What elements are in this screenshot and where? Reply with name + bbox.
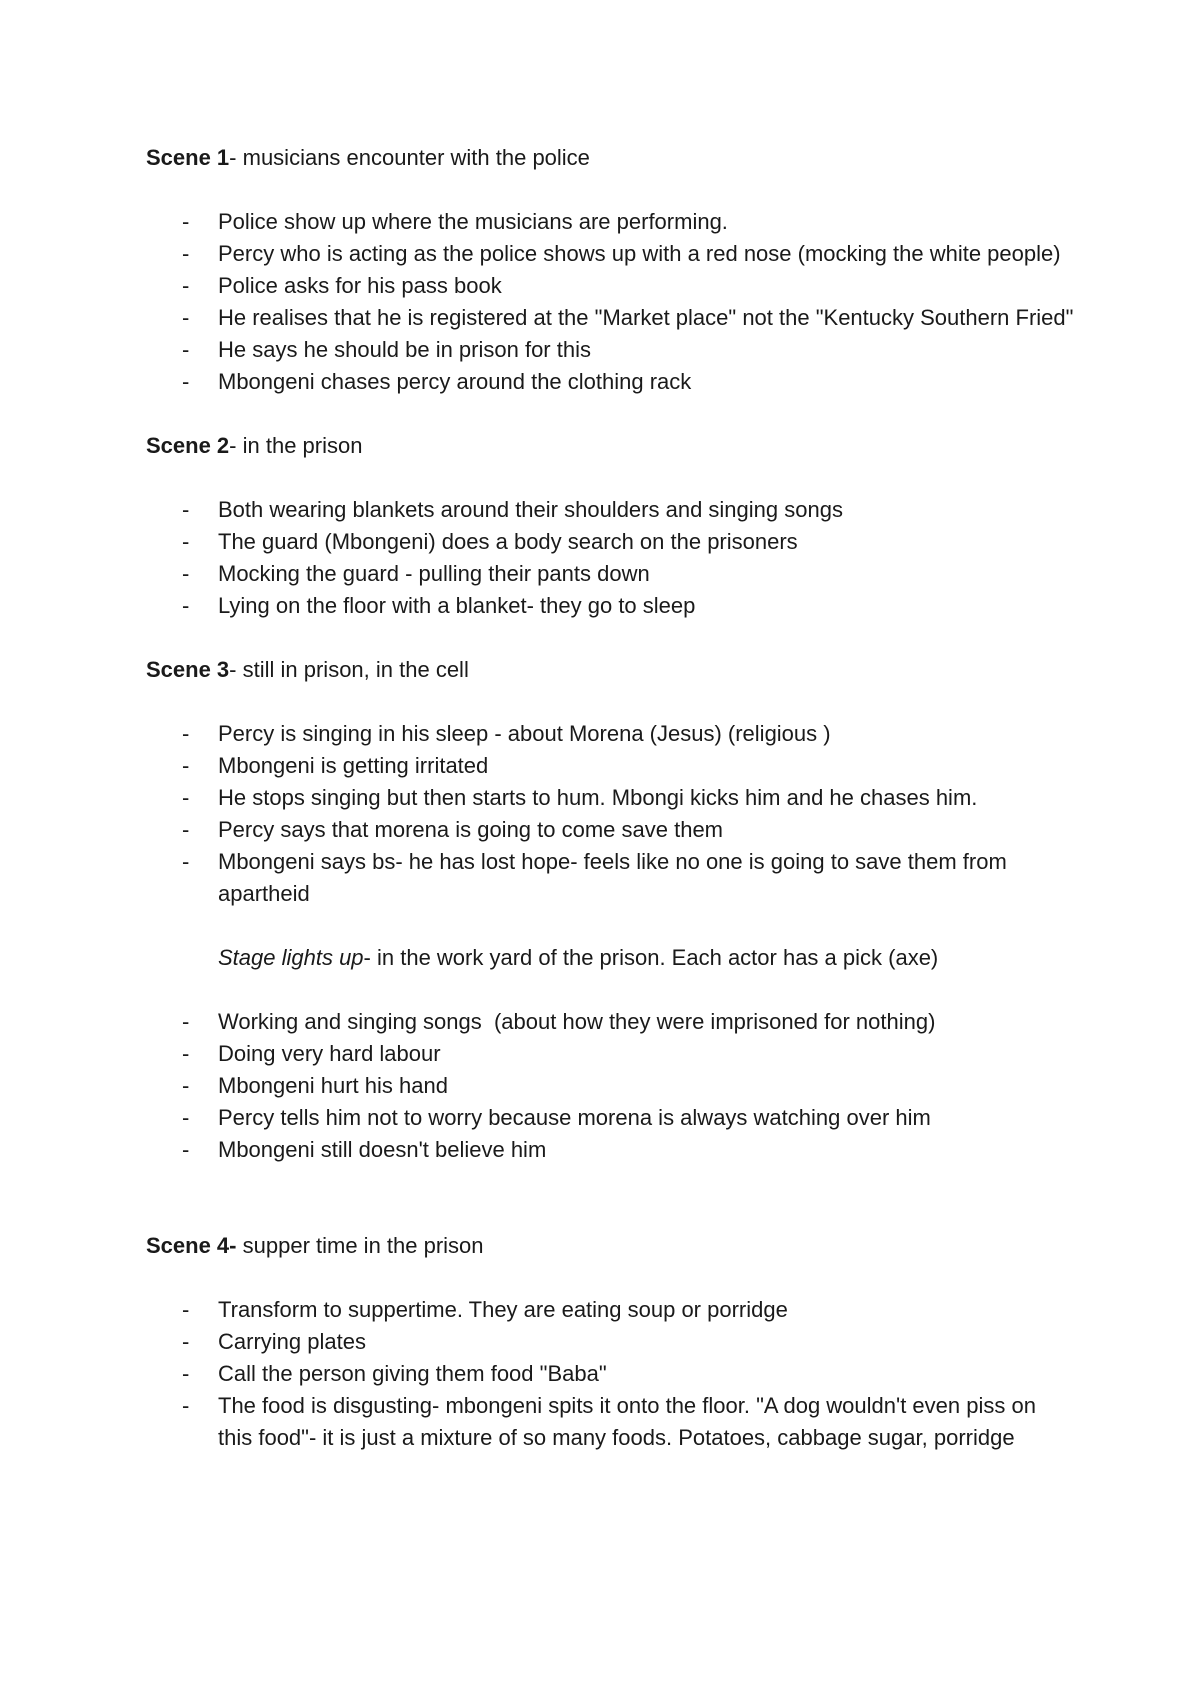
stage-direction-text: - in the work yard of the prison. Each actor has a pick (axe)	[363, 945, 939, 970]
bullet-dash: -	[182, 1137, 190, 1162]
bullet-dash: -	[182, 1297, 190, 1322]
bullet-dash: -	[182, 593, 190, 618]
list-item: - He realises that he is registered at the "Market place" not the "Kentucky Southern Fried"	[146, 302, 1076, 334]
list-item: - Percy who is acting as the police shows up with a red nose (mocking the white people)	[146, 238, 1076, 270]
scene-4-label: Scene 4-	[146, 1233, 237, 1258]
list-item: - Doing very hard labour	[146, 1038, 1076, 1070]
list-item: - Percy says that morena is going to come save them	[146, 814, 1076, 846]
list-item: - Mbongeni says bs- he has lost hope- feels like no one is going to save them from apartheid	[146, 846, 1076, 910]
scene-3-title: still in prison, in the cell	[242, 657, 469, 682]
list-item: - Transform to suppertime. They are eating soup or porridge	[146, 1294, 1076, 1326]
list-item: - Mbongeni chases percy around the clothing rack	[146, 366, 1076, 398]
scene-1-label: Scene 1	[146, 145, 230, 170]
document-page	[146, 142, 1076, 1454]
bullet-dash: -	[182, 817, 190, 842]
bullet-dash: -	[182, 1329, 190, 1354]
list-item: - Mocking the guard - pulling their pants down	[146, 558, 1076, 590]
bullet-dash: -	[182, 241, 190, 266]
scene-4-list	[146, 1294, 1076, 1454]
scene-2-separator: -	[229, 433, 243, 458]
bullet-dash: -	[182, 561, 190, 586]
scene-3-list-work-yard	[146, 1006, 1076, 1166]
list-item: - Lying on the floor with a blanket- they go to sleep	[146, 590, 1076, 622]
list-item: - Mbongeni hurt his hand	[146, 1070, 1076, 1102]
bullet-dash: -	[182, 1073, 190, 1098]
bullet-dash: -	[182, 209, 190, 234]
scene-1-heading	[146, 142, 1076, 174]
bullet-dash: -	[182, 721, 190, 746]
list-item: - Police show up where the musicians are performing.	[146, 206, 1076, 238]
scene-4-title: supper time in the prison	[242, 1233, 484, 1258]
bullet-dash: -	[182, 1393, 190, 1418]
scene-1-title: musicians encounter with the police	[242, 145, 590, 170]
list-item: - Call the person giving them food "Baba"	[146, 1358, 1076, 1390]
scene-2-heading	[146, 430, 1076, 462]
bullet-dash: -	[182, 753, 190, 778]
list-item: - He stops singing but then starts to hum. Mbongi kicks him and he chases him.	[146, 782, 1076, 814]
list-item: - Percy tells him not to worry because morena is always watching over him	[146, 1102, 1076, 1134]
list-item: - Working and singing songs (about how they were imprisoned for nothing)	[146, 1006, 1076, 1038]
bullet-dash: -	[182, 1361, 190, 1386]
stage-direction-italic: Stage lights up	[218, 945, 364, 970]
bullet-dash: -	[182, 273, 190, 298]
bullet-dash: -	[182, 1041, 190, 1066]
bullet-dash: -	[182, 1105, 190, 1130]
scene-2-label: Scene 2	[146, 433, 230, 458]
scene-1-separator: -	[229, 145, 243, 170]
scene-3-separator: -	[229, 657, 243, 682]
list-item: - He says he should be in prison for this	[146, 334, 1076, 366]
list-item: - Both wearing blankets around their shoulders and singing songs	[146, 494, 1076, 526]
bullet-dash: -	[182, 337, 190, 362]
list-item: - Police asks for his pass book	[146, 270, 1076, 302]
bullet-dash: -	[182, 1009, 190, 1034]
bullet-dash: -	[182, 529, 190, 554]
bullet-dash: -	[182, 785, 190, 810]
bullet-dash: -	[182, 497, 190, 522]
list-item: - Mbongeni still doesn't believe him	[146, 1134, 1076, 1166]
list-item: - Mbongeni is getting irritated	[146, 750, 1076, 782]
scene-2-list	[146, 494, 1076, 622]
stage-direction	[146, 942, 1076, 974]
bullet-dash: -	[182, 305, 190, 330]
list-item: - Carrying plates	[146, 1326, 1076, 1358]
bullet-dash: -	[182, 849, 190, 874]
scene-3-heading	[146, 654, 1076, 686]
list-item: - The food is disgusting- mbongeni spits it onto the floor. "A dog wouldn't even piss on this food"- it is just a mixture of so many foods. Potatoes, cabbage sugar, porridge	[146, 1390, 1076, 1454]
scene-3-list	[146, 718, 1076, 910]
scene-3-label: Scene 3	[146, 657, 230, 682]
scene-2-title: in the prison	[242, 433, 363, 458]
bullet-dash: -	[182, 369, 190, 394]
scene-1-list	[146, 206, 1076, 398]
list-item: - Percy is singing in his sleep - about Morena (Jesus) (religious )	[146, 718, 1076, 750]
scene-4-heading	[146, 1230, 1076, 1262]
list-item: - The guard (Mbongeni) does a body search on the prisoners	[146, 526, 1076, 558]
